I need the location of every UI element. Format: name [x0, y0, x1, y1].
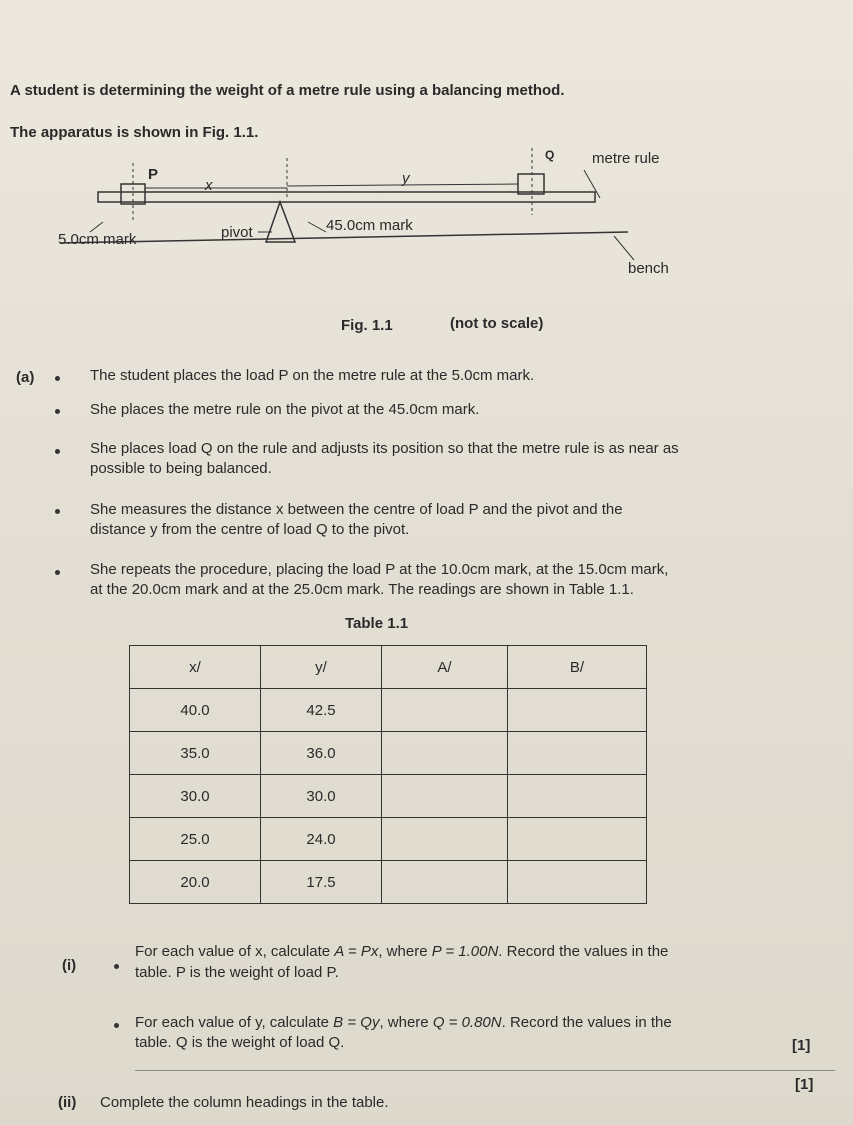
label-5cm-mark: 5.0cm mark [58, 231, 137, 248]
part-i-label: (i) [62, 957, 77, 974]
part-ii-mark: [1] [795, 1076, 814, 1093]
table-title: Table 1.1 [345, 615, 409, 632]
part-i-line-1 [135, 943, 668, 961]
part-a-label: (a) [16, 369, 35, 386]
part-i-line-3 [135, 1014, 672, 1032]
table-row [130, 732, 647, 775]
table-row [130, 818, 647, 861]
header-a[interactable]: A/ [382, 646, 508, 689]
label-metre-rule: metre rule [592, 150, 660, 167]
part-i-line-4: table. Q is the weight of load Q. [135, 1034, 345, 1051]
header-x[interactable]: x/ [130, 646, 261, 689]
readings-table [129, 645, 647, 904]
label-q: Q [545, 148, 555, 162]
fig-1-1-diagram [0, 140, 853, 290]
bullet-5 [55, 570, 60, 575]
part-i-line-3a: For each value of y, calculate [135, 1014, 334, 1031]
figure-caption-note: (not to scale) [450, 315, 544, 332]
cell-b[interactable] [508, 689, 647, 732]
bullet-i-1 [114, 964, 119, 969]
cell-y: 24.0 [261, 818, 382, 861]
intro-line-2: The apparatus is shown in Fig. 1.1. [10, 124, 259, 141]
header-b[interactable]: B/ [508, 646, 647, 689]
cell-x: 35.0 [130, 732, 261, 775]
part-a-bullet-2: She places the metre rule on the pivot at the 45.0cm mark. [90, 401, 480, 418]
cell-y: 17.5 [261, 861, 382, 904]
label-45cm-mark: 45.0cm mark [326, 217, 413, 234]
label-p: P [148, 166, 159, 183]
header-y[interactable]: y/ [261, 646, 382, 689]
part-a-bullet-5-line-1: She repeats the procedure, placing the load P at the 10.0cm mark, at the 15.0cm mark, [90, 561, 669, 578]
part-i-mark: [1] [792, 1037, 811, 1054]
label-x: x [205, 177, 213, 194]
cell-a[interactable] [382, 818, 508, 861]
part-a-bullet-4-line-2: distance y from the centre of load Q to the pivot. [90, 521, 410, 538]
table-row [130, 775, 647, 818]
intro-line-1: A student is determining the weight of a metre rule using a balancing method. [10, 82, 565, 99]
table-row [130, 861, 647, 904]
cell-a[interactable] [382, 861, 508, 904]
cell-x: 25.0 [130, 818, 261, 861]
equation-q: Q = 0.80N [432, 1014, 502, 1031]
part-i-line-3c: . Record the values in the [501, 1014, 672, 1031]
table-header-row [130, 646, 647, 689]
cell-a[interactable] [382, 689, 508, 732]
part-a-bullet-1: The student places the load P on the metre rule at the 5.0cm mark. [90, 367, 535, 384]
cell-b[interactable] [508, 732, 647, 775]
part-i-line-1b: , where [378, 943, 432, 960]
cell-b[interactable] [508, 861, 647, 904]
part-i-line-1a: For each value of x, calculate [135, 943, 335, 960]
cell-x: 20.0 [130, 861, 261, 904]
cell-a[interactable] [382, 775, 508, 818]
bullet-i-2 [114, 1023, 119, 1028]
part-a-bullet-4-line-1: She measures the distance x between the centre of load P and the pivot and the [90, 501, 623, 518]
table-row [130, 689, 647, 732]
cell-y: 42.5 [261, 689, 382, 732]
equation-a: A = Px [334, 943, 379, 960]
figure-caption: Fig. 1.1 [341, 317, 393, 334]
cell-y: 36.0 [261, 732, 382, 775]
pivot-shape [266, 202, 295, 242]
load-q-shape [518, 174, 544, 194]
equation-p: P = 1.00N [431, 943, 499, 960]
bullet-1 [55, 376, 60, 381]
part-i-line-1c: . Record the values in the [498, 943, 669, 960]
cell-a[interactable] [382, 732, 508, 775]
part-a-bullet-3-line-2: possible to being balanced. [90, 460, 272, 477]
label-y: y [402, 170, 410, 187]
cell-x: 30.0 [130, 775, 261, 818]
cell-y: 30.0 [261, 775, 382, 818]
bullet-2 [55, 409, 60, 414]
cell-b[interactable] [508, 775, 647, 818]
part-i-line-2: table. P is the weight of load P. [135, 964, 339, 981]
divider [135, 1070, 835, 1071]
part-ii-text: Complete the column headings in the table. [100, 1094, 389, 1111]
cell-b[interactable] [508, 818, 647, 861]
bullet-3 [55, 449, 60, 454]
label-bench: bench [628, 260, 669, 277]
part-a-bullet-5-line-2: at the 20.0cm mark and at the 25.0cm mark. The readings are shown in Table 1.1. [90, 581, 634, 598]
part-a-bullet-3-line-1: She places load Q on the rule and adjusts its position so that the metre rule is as near as [90, 440, 679, 457]
label-pivot: pivot [221, 224, 253, 241]
bullet-4 [55, 509, 60, 514]
equation-b: B = Qy [333, 1014, 380, 1031]
part-i-line-3b: , where [379, 1014, 433, 1031]
part-ii-label: (ii) [58, 1094, 77, 1111]
cell-x: 40.0 [130, 689, 261, 732]
